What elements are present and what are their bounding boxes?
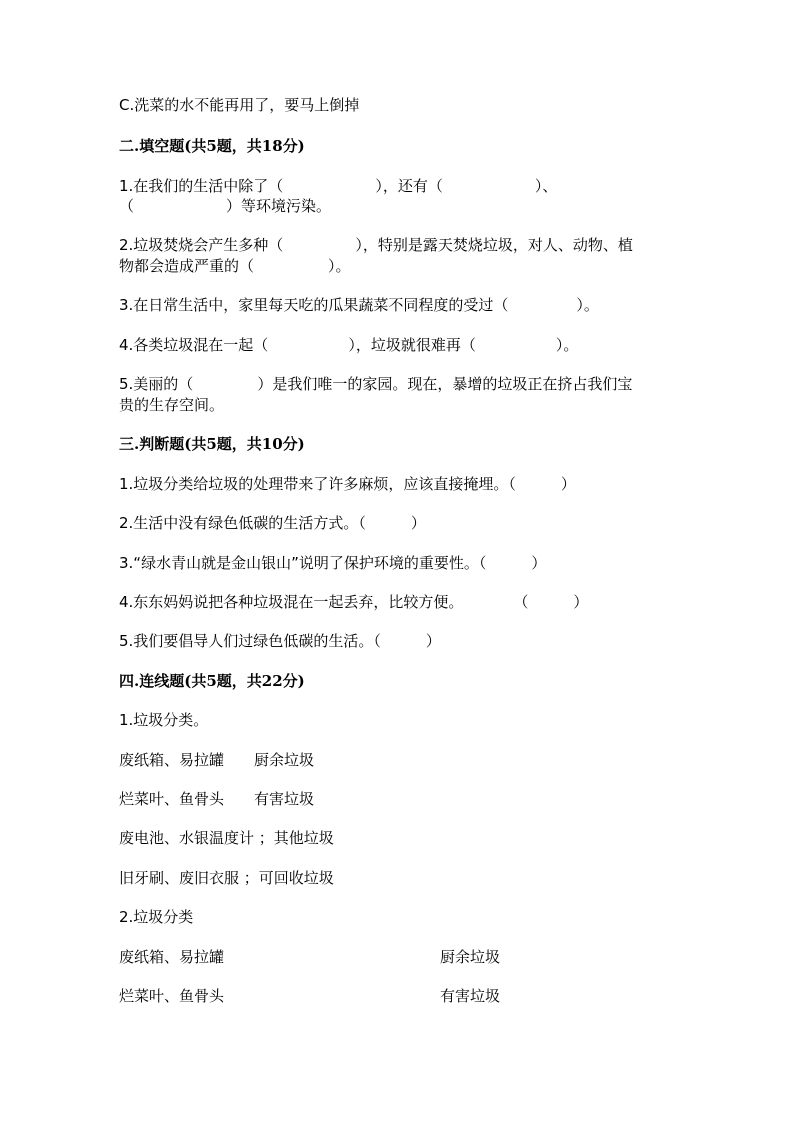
s2-q1-text-c: ）、 [534, 177, 558, 195]
s4-q2-right-item: 厨余垃圾 [440, 948, 501, 966]
s2-q5-line1 [119, 375, 632, 394]
s3-q4-text: 4.东东妈妈说把各种垃圾混在一起丢弃，比较方便。 [119, 593, 464, 611]
s4-q2-title: 2.垃圾分类 [119, 908, 194, 926]
s2-q5-line2: 贵的生存空间。 [119, 396, 225, 414]
s3-q5: 5.我们要倡导人们过绿色低碳的生活。（ ） [119, 632, 441, 650]
s4-q2-right-item: 有害垃圾 [440, 987, 501, 1005]
s2-q4 [119, 336, 578, 355]
s4-q1-row: 旧牙刷、废旧衣服 ；可回收垃圾 [119, 869, 334, 887]
s2-q3 [119, 296, 599, 315]
s3-q4 [119, 593, 588, 612]
s2-q2-text-b: ），特别是露天焚烧垃圾，对人、动物、植 [355, 236, 633, 254]
s3-q4-answer: （ ） [513, 593, 589, 611]
s2-q4-text-a: 4.各类垃圾混在一起（ [119, 336, 269, 354]
s3-q1: 1.垃圾分类给垃圾的处理带来了许多麻烦，应该直接掩埋。（ ） [119, 475, 576, 493]
s2-q5-text-b: ）是我们唯一的家园。现在，暴增的垃圾正在挤占我们宝 [257, 375, 633, 393]
s2-q4-text-b: ），垃圾就很难再（ [348, 336, 476, 354]
s2-q2-line2 [119, 257, 351, 276]
s2-q1-line1 [119, 177, 557, 196]
option-c: C.洗菜的水不能再用了，要马上倒掉 [119, 96, 360, 114]
s2-q1-line2 [119, 197, 331, 216]
s4-q1-title: 1.垃圾分类。 [119, 711, 209, 729]
s3-q3: 3.“绿水青山就是金山银山”说明了保护环境的重要性。（ ） [119, 554, 547, 572]
s2-q1-text-a: 1.在我们的生活中除了（ [119, 177, 284, 195]
s4-q2-left-item: 烂菜叶、鱼骨头 [119, 987, 225, 1005]
section3-title: 三.判断题(共5题，共10分) [119, 435, 305, 453]
s2-q5-text-a: 5.美丽的（ [119, 375, 194, 393]
s2-q1-text-d: （ [119, 197, 135, 215]
s2-q2-text-d: ）。 [328, 257, 351, 275]
s4-q1-row: 烂菜叶、鱼骨头 有害垃圾 [119, 790, 315, 808]
s2-q4-text-c: ）。 [555, 336, 579, 354]
s2-q2-text-c: 物都会造成严重的（ [119, 257, 255, 275]
s2-q1-text-b: ），还有（ [375, 177, 443, 195]
s2-q3-text-a: 3.在日常生活中，家里每天吃的瓜果蔬菜不同程度的受过（ [119, 296, 509, 314]
s4-q1-row: 废纸箱、易拉罐 厨余垃圾 [119, 751, 315, 769]
section4-title: 四.连线题(共5题，共22分) [119, 672, 305, 690]
s2-q1-text-e: ）等环境污染。 [226, 197, 332, 215]
s4-q2-left-item: 废纸箱、易拉罐 [119, 948, 225, 966]
section2-title: 二.填空题(共5题，共18分) [119, 137, 305, 155]
s2-q3-text-b: ）。 [576, 296, 599, 314]
s3-q2: 2.生活中没有绿色低碳的生活方式。（ ） [119, 514, 426, 532]
s2-q2-text-a: 2.垃圾焚烧会产生多种（ [119, 236, 284, 254]
s4-q1-row: 废电池、水银温度计 ；其他垃圾 [119, 829, 334, 847]
s2-q2-line1 [119, 236, 633, 255]
